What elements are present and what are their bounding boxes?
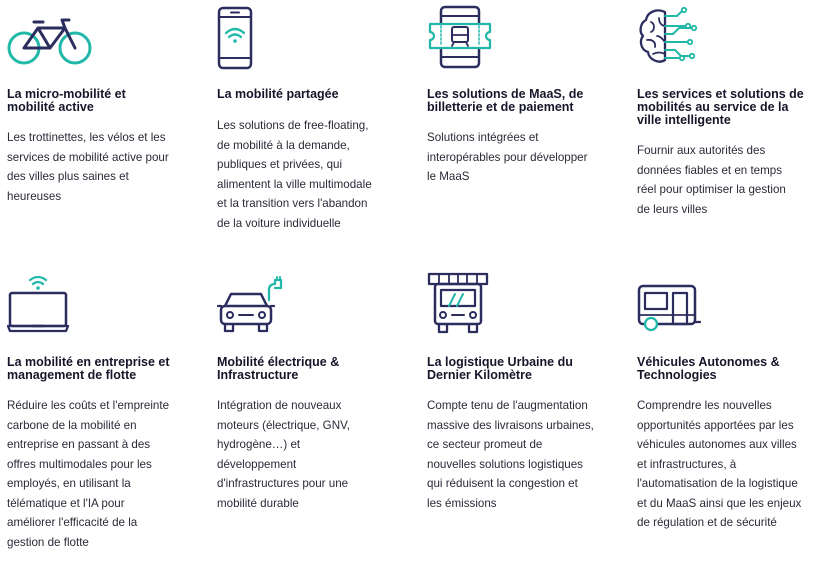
card-shared-mobility <box>217 0 407 260</box>
card-title: La micro-mobilité et mobilité active <box>7 87 126 114</box>
card-title: Les solutions de MaaS, de billetterie et de paiement <box>427 87 584 114</box>
card-description: Les solutions de free-floating, de mobilité à la demande, publiques et privées, qui alimentent la ville multimodale et la transition vers l'abandon de la voiture individuelle <box>217 119 372 230</box>
card-corporate-mobility <box>7 260 197 560</box>
card-title: La mobilité partagée <box>217 87 339 101</box>
card-urban-logistics <box>427 260 617 560</box>
bicycle-icon <box>7 18 93 68</box>
card-description: Fournir aux autorités des données fiables et en temps réel pour optimiser la gestion de leurs villes <box>637 144 786 216</box>
card-description: Solutions intégrées et interopérables pour développer le MaaS <box>427 131 588 183</box>
card-smart-city <box>637 0 814 260</box>
card-title: Véhicules Autonomes & Technologies <box>637 355 780 382</box>
card-title: Les services et solutions de mobilités au service de la ville intelligente <box>637 87 804 127</box>
card-title: La logistique Urbaine du Dernier Kilomètre <box>427 355 573 382</box>
card-title: La mobilité en entreprise et management de flotte <box>7 355 170 382</box>
card-description: Comprendre les nouvelles opportunités apportées par les véhicules autonomes aux villes et infrastructures, à l'automatisation de la logistique et du MaaS ainsi que les enjeux de régulation et de sécurité <box>637 399 802 529</box>
card-autonomous-vehicles <box>637 260 814 560</box>
ticket-phone-icon <box>427 4 493 70</box>
card-micro-mobility <box>7 0 197 260</box>
card-description: Les trottinettes, les vélos et les services de mobilité active pour des villes plus saines et heureuses <box>7 131 169 203</box>
smartphone-wifi-icon <box>217 6 253 70</box>
card-description: Réduire les coûts et l'empreinte carbone de la mobilité en entreprise en passant à des offres multimodales pour les employés, en utilisant la télématique et l'IA pour améliorer l'efficacité de la gestion de flotte <box>7 399 170 549</box>
delivery-truck-icon <box>427 272 489 334</box>
laptop-wifi-icon <box>7 272 69 334</box>
brain-circuit-icon <box>637 6 699 68</box>
card-electric-mobility <box>217 260 407 560</box>
card-description: Intégration de nouveaux moteurs (électrique, GNV, hydrogène…) et développement d'infrastructures pour une mobilité durable <box>217 399 350 510</box>
card-title: Mobilité électrique & Infrastructure <box>217 355 340 382</box>
card-description: Compte tenu de l'augmentation massive des livraisons urbaines, ce secteur promeut de nouvelles solutions logistiques qui réduisent la congestion et les émissions <box>427 399 594 510</box>
autonomous-vehicle-icon <box>637 282 701 334</box>
card-maas-solutions <box>427 0 617 260</box>
electric-car-icon <box>217 270 283 336</box>
